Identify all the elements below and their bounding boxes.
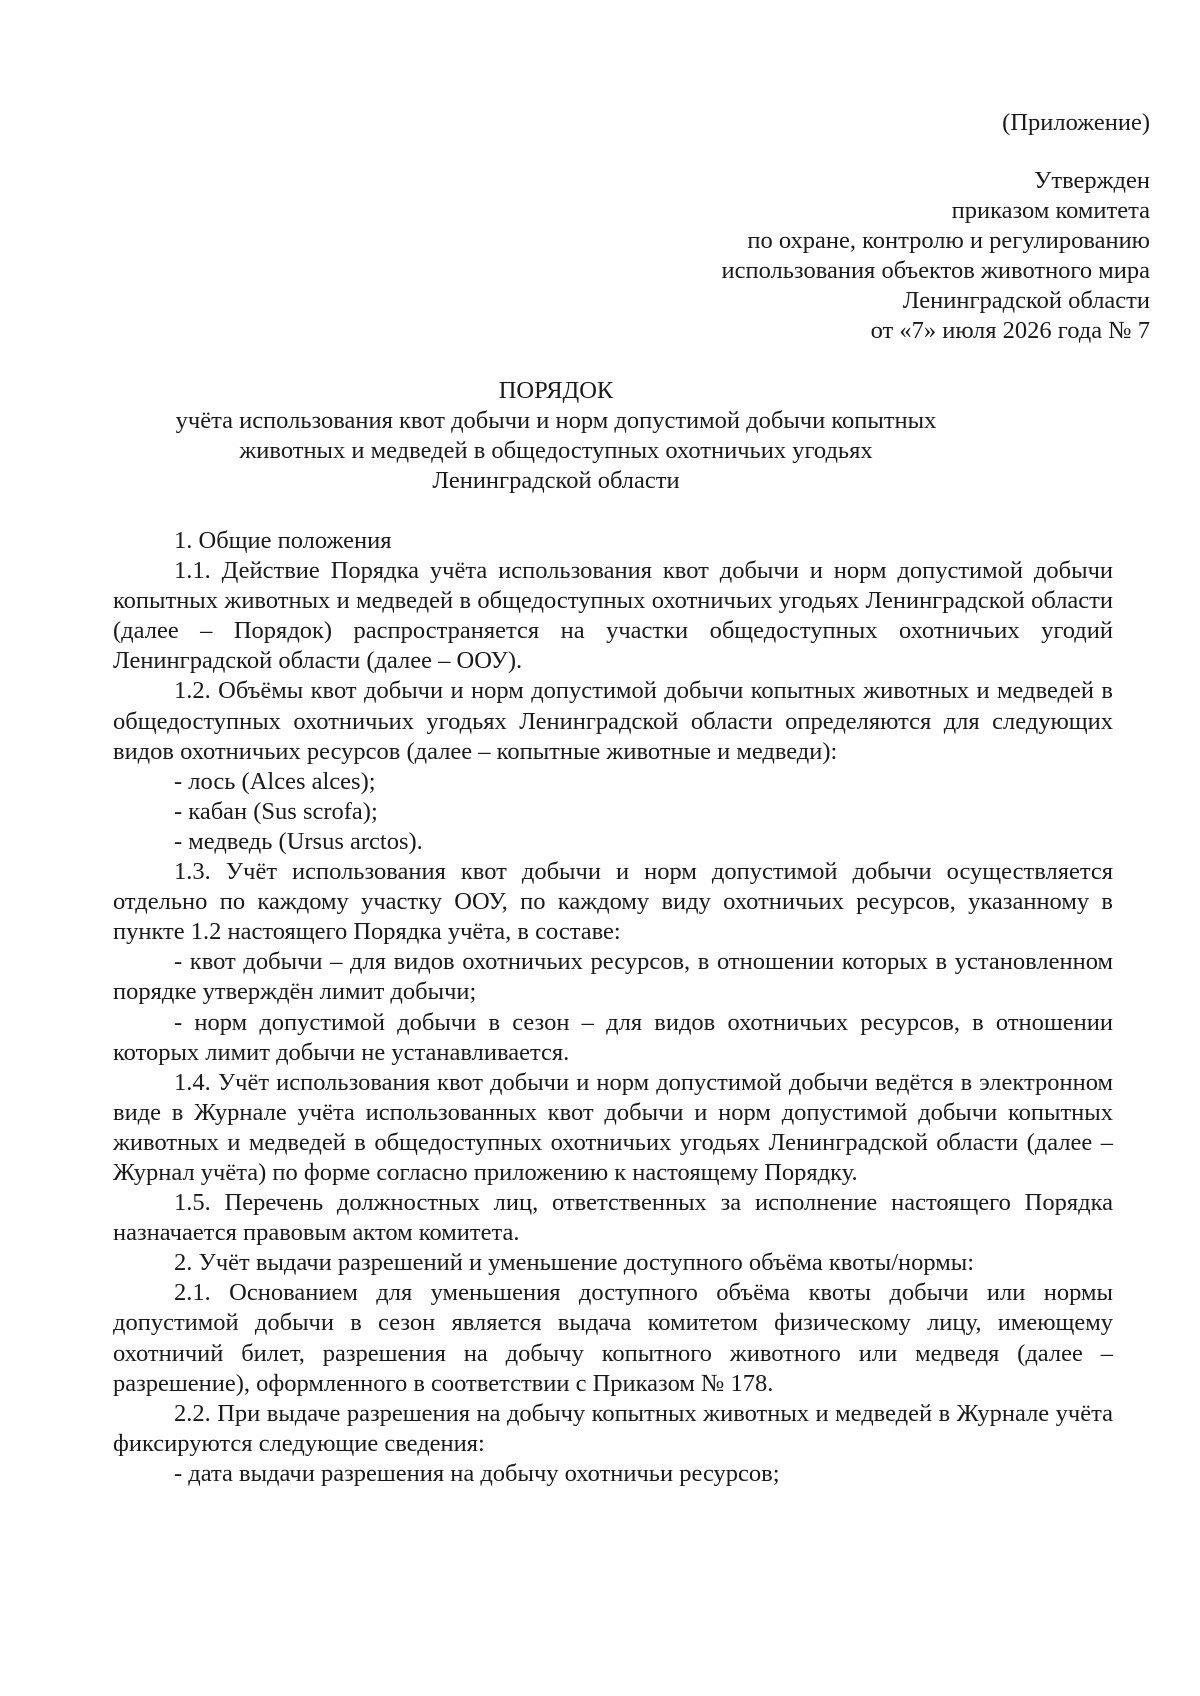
list-item: - лось (Alces alces); (174, 767, 376, 795)
approval-line: приказом комитета (951, 197, 1150, 224)
paragraph: 2.1. Основанием для уменьшения доступного объёма квоты добычи или нормы допустимой добычи в сезон является выдача комитетом физическому лицу, имеющему охотничий билет, разрешения на добычу копытного животного или медведя (далее – разрешение), оформленного в соответствии с Приказом № 178. (113, 1279, 1113, 1397)
approval-line: по охране, контролю и регулированию (747, 227, 1150, 254)
paragraph: 1.1. Действие Порядка учёта использования квот добычи и норм допустимой добычи копытных животных и медведей в общедоступных охотничьих угодьях Ленинградской области (далее – Порядок) распространяется на участки общедоступных охотничьих угодий Ленинградской области (далее – ООУ). (113, 557, 1113, 675)
approval-date-line: от «7» июля 2026 года № 7 (870, 317, 1150, 344)
paragraph: 2.2. При выдаче разрешения на добычу копытных животных и медведей в Журнале учёта фиксируются следующие сведения: (113, 1399, 1113, 1457)
paragraph: 1.3. Учёт использования квот добычи и норм допустимой добычи осуществляется отдельно по каждому участку ООУ, по каждому виду охотничьих ресурсов, указанному в пункте 1.2 настоящего Порядка учёта, в составе: (113, 858, 1113, 946)
section-heading: 1. Общие положения (174, 527, 392, 554)
approval-line: Ленинградской области (902, 287, 1150, 314)
document-title-line: учёта использования квот добычи и норм допустимой добычи копытных (175, 407, 937, 434)
approval-line: использования объектов животного мира (721, 257, 1150, 284)
list-item: - дата выдачи разрешения на добычу охотничьи ресурсов; (174, 1459, 780, 1487)
paragraph: 1.5. Перечень должностных лиц, ответственных за исполнение настоящего Порядка назначается правовым актом комитета. (113, 1189, 1113, 1247)
document-heading: ПОРЯДОК (498, 377, 614, 404)
list-item: - медведь (Ursus arctos). (174, 827, 423, 855)
paragraph: 1.4. Учёт использования квот добычи и норм допустимой добычи ведётся в электронном виде в Журнале учёта использованных квот добычи и норм допустимой добычи копытных животных и медведей в общедоступных охотничьих угодьях Ленинградской области (далее – Журнал учёта) по форме согласно приложению к настоящему Порядку. (113, 1068, 1113, 1186)
document-title-line: животных и медведей в общедоступных охотничьих угодьях (239, 437, 873, 464)
list-item: - норм допустимой добычи в сезон – для видов охотничьих ресурсов, в отношении которых лимит добычи не устанавливается. (113, 1008, 1113, 1066)
document-title-line: Ленинградской области (432, 467, 680, 494)
document-body (113, 526, 1113, 1489)
list-item: - кабан (Sus scrofa); (174, 797, 378, 825)
paragraph: 1.2. Объёмы квот добычи и норм допустимой добычи копытных животных и медведей в общедоступных охотничьих угодьях Ленинградской области определяются для следующих видов охотничьих ресурсов (далее – копытные животные и медведи): (113, 677, 1113, 765)
list-item: - квот добычи – для видов охотничьих ресурсов, в отношении которых в установленном порядке утверждён лимит добычи; (113, 948, 1113, 1006)
section-heading: 2. Учёт выдачи разрешений и уменьшение доступного объёма квоты/нормы: (174, 1249, 975, 1277)
appendix-label: (Приложение) (1002, 109, 1150, 136)
approval-line: Утвержден (1034, 167, 1150, 194)
